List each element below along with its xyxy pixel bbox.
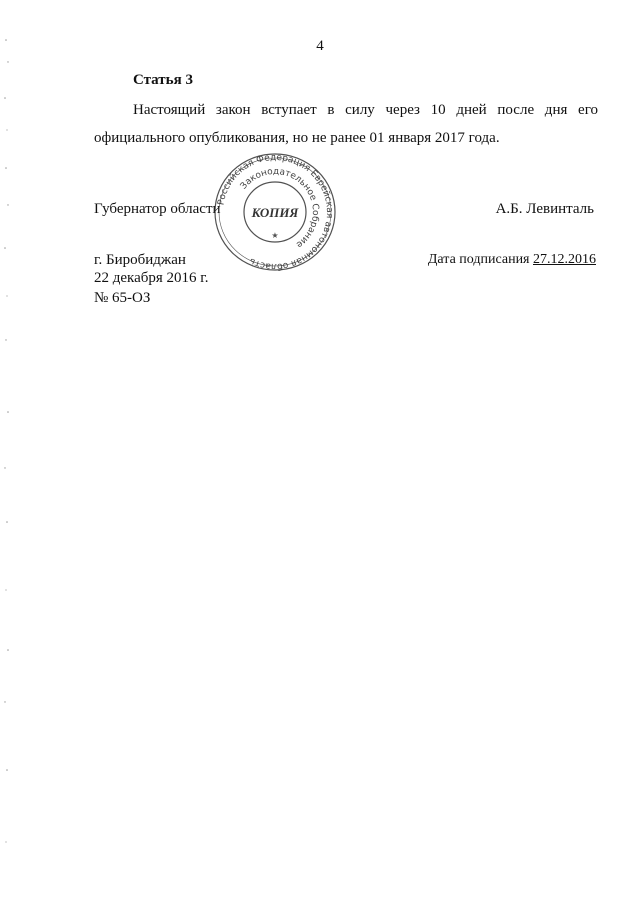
law-number: № 65-ОЗ <box>94 290 151 306</box>
signing-city: г. Биробиджан <box>94 252 186 268</box>
page-number: 4 <box>316 38 324 54</box>
seal-center-text: КОПИЯ <box>251 205 299 220</box>
governor-name: А.Б. Левинталь <box>495 201 594 217</box>
seal-star-icon: ★ <box>271 231 279 240</box>
article-body: Настоящий закон вступает в силу через 10 дней после дня его официального опубликования, но не ранее 01 января 2017 года. <box>94 102 598 146</box>
scan-margin-specks <box>0 0 14 905</box>
seal-inner-ring-text-path: Законодательное Собрание <box>238 166 321 250</box>
official-seal-stamp <box>212 152 338 272</box>
signing-date-value: 27.12.2016 <box>533 252 596 267</box>
seal-ring-text-path: Российская Федерация Еврейская автономная область <box>216 152 335 272</box>
signing-date-label: Дата подписания <box>427 252 530 267</box>
law-date: 22 декабря 2016 г. <box>94 270 209 286</box>
article-heading: Статья 3 <box>133 72 193 88</box>
governor-title: Губернатор области <box>94 201 221 217</box>
signing-date <box>428 252 596 268</box>
